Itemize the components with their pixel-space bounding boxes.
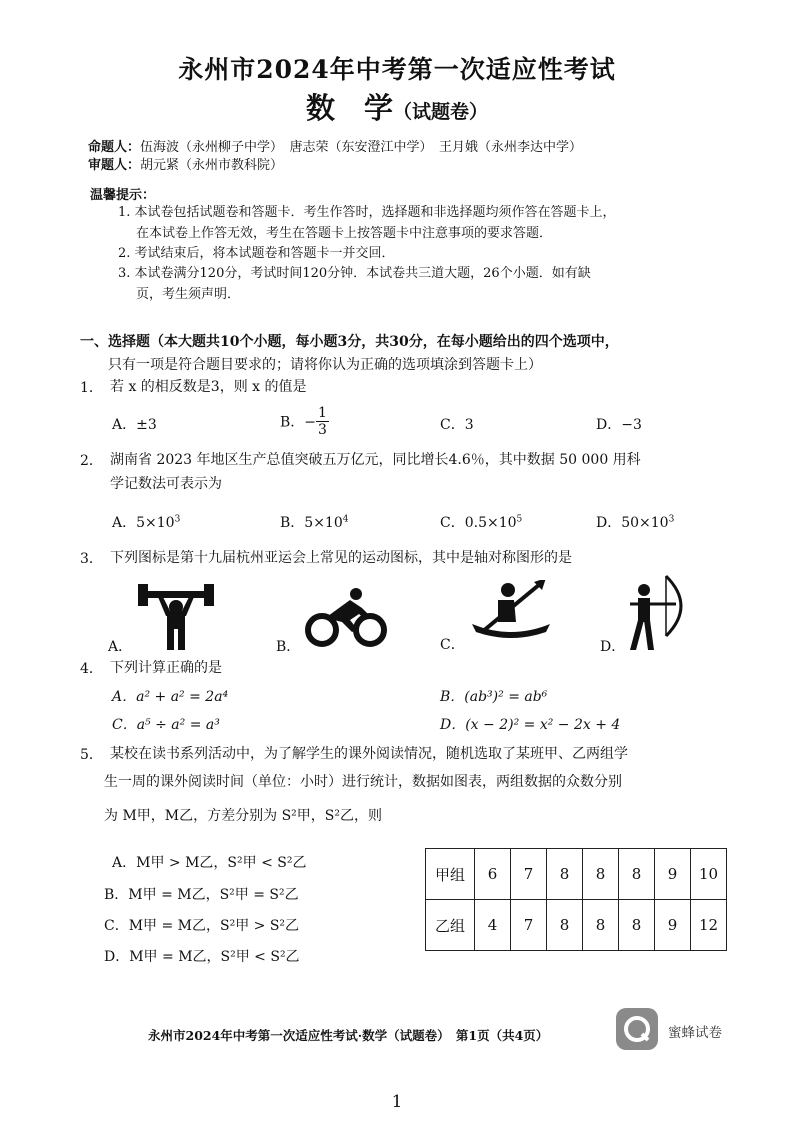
- subject-title: [0, 86, 794, 127]
- option-base: 50×10: [621, 515, 669, 531]
- table-cell: 9: [655, 900, 691, 951]
- q3-number: 3．: [80, 551, 103, 567]
- table-cell: 12: [691, 900, 727, 951]
- page-footer: 永州市2024年中考第一次适应性考试·数学（试题卷） 第1页（共4页）: [148, 1028, 549, 1043]
- table-row: [426, 900, 727, 951]
- q4-option-c: C．a⁵ ÷ a² = a³: [112, 717, 220, 733]
- option-label: B．: [280, 515, 305, 531]
- reviewers-line: [88, 154, 283, 173]
- q4-option-b: B．(ab³)² = ab⁶: [440, 689, 548, 705]
- option-exponent: 3: [174, 514, 181, 525]
- logo-glyph-icon: [616, 1008, 658, 1050]
- bee-logo-icon: [616, 1008, 658, 1050]
- q2-option-d: [596, 512, 674, 532]
- option-label: C．: [440, 515, 465, 531]
- q5-number: 5．: [80, 747, 103, 763]
- table-row: [426, 849, 727, 900]
- reviewers-label: 审题人：: [88, 158, 141, 173]
- q5-text-line2: 生一周的课外阅读时间（单位：小时）进行统计，数据如图表，两组数据的众数分别: [104, 774, 622, 790]
- table-cell: 9: [655, 849, 691, 900]
- option-exponent: 5: [516, 514, 523, 525]
- authors-names: 伍海波（永州柳子中学） 唐志荣（东安澄江中学） 王月娥（永州李达中学）: [140, 140, 583, 155]
- table-cell: 7: [511, 900, 547, 951]
- archery-icon: [626, 574, 690, 650]
- q2-text-line2: 学记数法可表示为: [110, 476, 222, 492]
- exam-title: 永州市2024年中考第一次适应性考试: [178, 55, 616, 84]
- q2-number: 2．: [80, 453, 103, 469]
- table-cell: 10: [691, 849, 727, 900]
- q1-option-d: D．−3: [596, 417, 642, 433]
- option-base: 5×10: [136, 515, 175, 531]
- table-cell: 4: [475, 900, 511, 951]
- q4-text: 下列计算正确的是: [110, 660, 222, 676]
- reviewers-names: 胡元紧（永州市教科院）: [140, 158, 284, 173]
- table-cell: 8: [619, 849, 655, 900]
- q1-option-b-fraction: [316, 405, 329, 438]
- q1-option-c: C．3: [440, 417, 474, 433]
- q3-text: 下列图标是第十九届杭州亚运会上常见的运动图标，其中是轴对称图形的是: [110, 550, 572, 566]
- fraction-numerator: 1: [318, 405, 327, 421]
- table-cell: 7: [511, 849, 547, 900]
- table-row-label: 乙组: [426, 900, 475, 951]
- q2-text-line1: 湖南省 2023 年地区生产总值突破五万亿元，同比增长4.6％，其中数据 50 000 用科: [110, 452, 641, 468]
- tip-1b: 在本试卷上作答无效，考生在答题卡上按答题卡中注意事项的要求答题．: [136, 226, 553, 241]
- q5-text-line3: 为 M甲，M乙，方差分别为 S²甲，S²乙，则: [104, 808, 382, 824]
- option-exponent: 4: [342, 514, 349, 525]
- table-cell: 6: [475, 849, 511, 900]
- q1-number: 1．: [80, 380, 103, 396]
- q5-option-b: B．M甲 = M乙，S²甲 = S²乙: [104, 887, 299, 903]
- q5-option-a: A．M甲 > M乙，S²甲 < S²乙: [112, 855, 307, 871]
- q1-text: 若 x 的相反数是3，则 x 的值是: [110, 379, 307, 395]
- tip-3b: 页，考生须声明．: [136, 287, 241, 302]
- q2-option-b: [280, 512, 348, 532]
- q4-option-d: D．(x − 2)² = x² − 2x + 4: [440, 717, 621, 733]
- q5-text-line1: 某校在读书系列活动中，为了解学生的课外阅读情况，随机选取了某班甲、乙两组学: [110, 746, 628, 762]
- q1-option-b: [280, 405, 329, 438]
- option-base: 5×10: [304, 515, 343, 531]
- table-row-label: 甲组: [426, 849, 475, 900]
- page-number: 1: [391, 1092, 403, 1112]
- tip-3a: 3. 本试卷满分120分，考试时间120分钟．本试卷共三道大题，26个小题．如有缺: [118, 266, 591, 281]
- q4-number: 4．: [80, 661, 103, 677]
- tip-2: 2. 考试结束后，将本试题卷和答题卡一并交回．: [118, 246, 395, 261]
- watermark-text: 蜜蜂试卷: [668, 1025, 722, 1041]
- section-1-header-line1: 一、选择题（本大题共10个小题，每小题3分，共30分，在每小题给出的四个选项中，: [80, 334, 619, 350]
- fraction-denominator: 3: [318, 422, 327, 438]
- q3-option-b-label: B．: [276, 639, 301, 655]
- option-exponent: 3: [668, 514, 675, 525]
- section-1-header-line2: 只有一项是符合题目要求的；请将你认为正确的选项填涂到答题卡上）: [108, 357, 542, 373]
- authors-label: 命题人：: [88, 140, 141, 155]
- tips-heading: 温馨提示：: [90, 188, 156, 203]
- authors-line-1: [88, 136, 582, 155]
- tip-1a: 1. 本试卷包括试题卷和答题卡．考生作答时，选择题和非选择题均须作答在答题卡上，: [118, 205, 616, 220]
- q5-data-table: [425, 848, 727, 951]
- q3-option-d-label: D．: [600, 639, 626, 655]
- option-label: A．: [112, 515, 137, 531]
- q3-option-c-label: C．: [440, 637, 465, 653]
- q1-option-a: A．±3: [112, 417, 157, 433]
- cycling-icon: [304, 586, 388, 648]
- q1-option-b-label: B．−: [280, 414, 317, 431]
- q4-option-a: A．a² + a² = 2a⁴: [112, 689, 229, 705]
- q2-option-c: [440, 512, 522, 532]
- table-cell: 8: [547, 900, 583, 951]
- q3-option-a-label: A．: [108, 639, 133, 655]
- subject-subtitle: （试题卷）: [393, 101, 489, 123]
- q5-option-c: C．M甲 = M乙，S²甲 > S²乙: [104, 918, 300, 934]
- option-label: D．: [596, 515, 622, 531]
- table-cell: 8: [619, 900, 655, 951]
- q2-option-a: [112, 512, 180, 532]
- weightlifting-icon: [136, 578, 216, 650]
- table-cell: 8: [583, 849, 619, 900]
- table-cell: 8: [583, 900, 619, 951]
- option-base: 0.5×10: [464, 515, 517, 531]
- subject-name: 数 学: [305, 91, 393, 125]
- q5-option-d: D．M甲 = M乙，S²甲 < S²乙: [104, 949, 300, 965]
- table-cell: 8: [547, 849, 583, 900]
- kayaking-icon: [468, 580, 554, 644]
